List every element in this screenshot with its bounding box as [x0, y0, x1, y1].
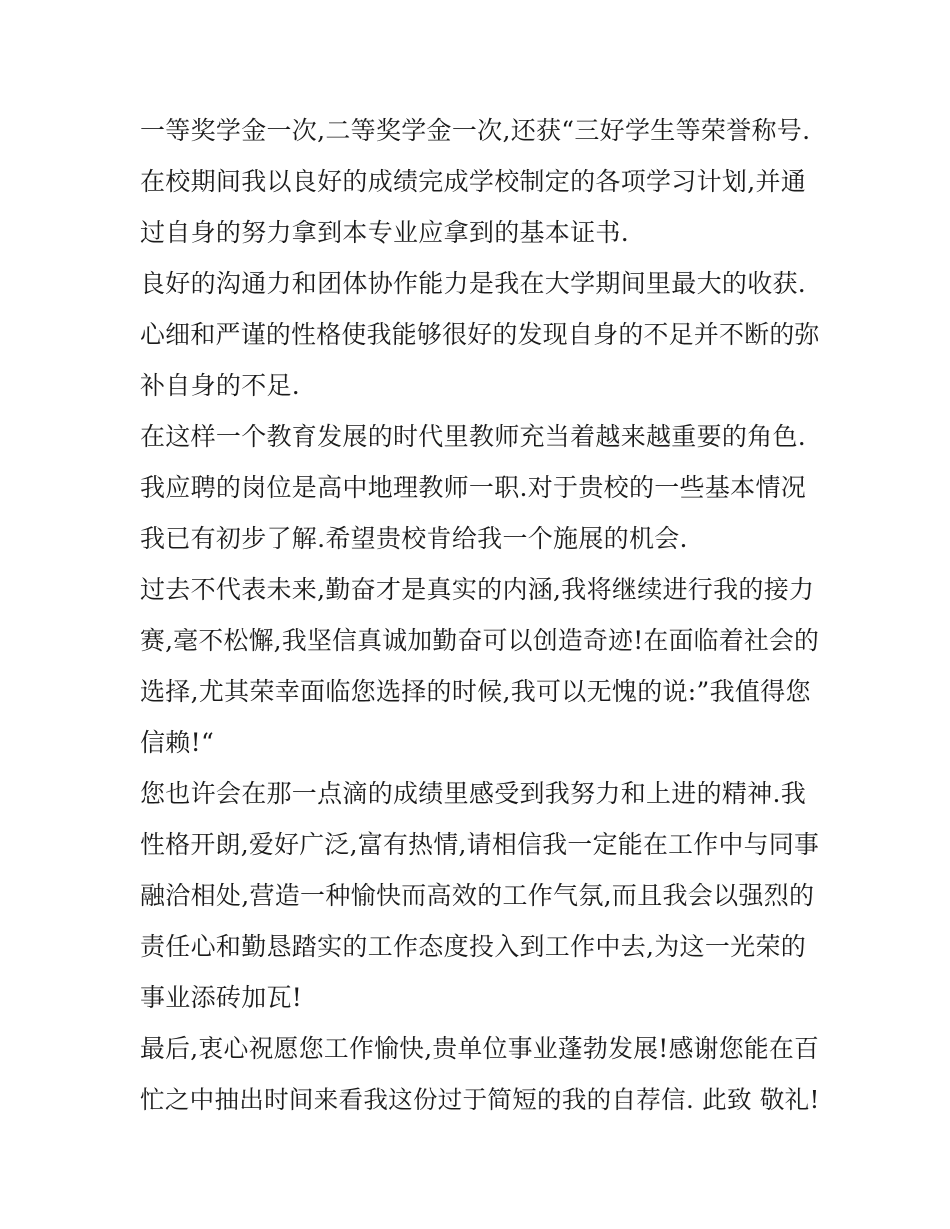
text-line: 我已有初步了解.希望贵校肯给我一个施展的机会. [140, 524, 688, 553]
text-line: 忙之中抽出时间来看我这份过于简短的我的自荐信. 此致 敬礼! [140, 1085, 820, 1114]
text-line: 过去不代表未来,勤奋才是真实的内涵,我将继续进行我的接力 [140, 575, 815, 604]
text-line: 一等奖学金一次,二等奖学金一次,还获“三好学生等荣誉称号. [140, 116, 811, 145]
text-line: 心细和严谨的性格使我能够很好的发现自身的不足并不断的弥 [140, 320, 820, 349]
text-line: 在这样一个教育发展的时代里教师充当着越来越重要的角色. [140, 422, 807, 451]
text-line: 责任心和勤恳踏实的工作态度投入到工作中去,为这一光荣的 [140, 932, 807, 961]
text-line: 事业添砖加瓦! [140, 983, 303, 1012]
text-line: 最后,衷心祝愿您工作愉快,贵单位事业蓬勃发展!感谢您能在百 [140, 1034, 820, 1063]
text-line: 选择,尤其荣幸面临您选择的时候,我可以无愧的说:”我值得您 [140, 677, 811, 706]
letter-body [140, 105, 820, 1125]
text-line: 性格开朗,爱好广泛,富有热情,请相信我一定能在工作中与同事 [140, 830, 820, 859]
text-line: 信赖!“ [140, 728, 215, 757]
text-line: 融洽相处,营造一种愉快而高效的工作气氛,而且我会以强烈的 [140, 881, 815, 910]
text-line: 在校期间我以良好的成绩完成学校制定的各项学习计划,并通 [140, 167, 807, 196]
text-line: 过自身的努力拿到本专业应拿到的基本证书. [140, 218, 629, 247]
text-line: 赛,毫不松懈,我坚信真诚加勤奋可以创造奇迹!在面临着社会的 [140, 626, 820, 655]
text-line: 良好的沟通力和团体协作能力是我在大学期间里最大的收获. [140, 269, 807, 298]
text-line: 我应聘的岗位是高中地理教师一职.对于贵校的一些基本情况 [140, 473, 807, 502]
text-line: 补自身的不足. [140, 371, 301, 400]
text-line: 您也许会在那一点滴的成绩里感受到我努力和上进的精神.我 [140, 779, 807, 808]
